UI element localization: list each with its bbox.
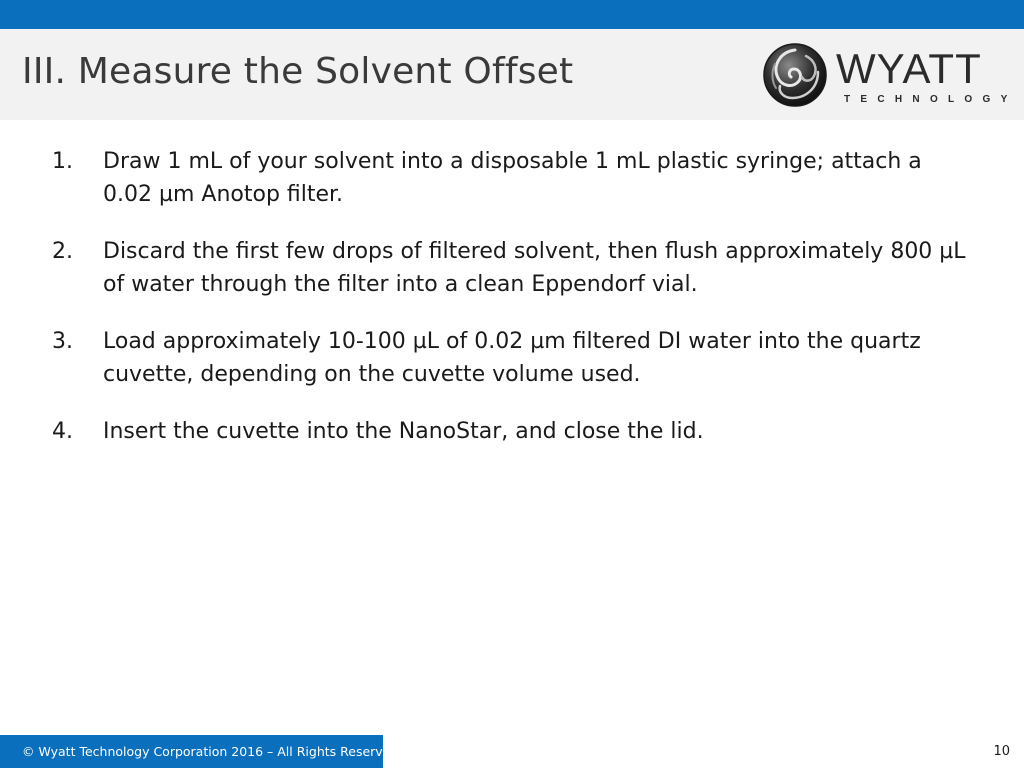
page-title: III. Measure the Solvent Offset — [22, 51, 574, 92]
footer-copyright: © Wyatt Technology Corporation 2016 – All Rights Reserved — [22, 744, 399, 759]
step-text: Insert the cuvette into the NanoStar, and close the lid. — [103, 419, 704, 444]
step-text: Draw 1 mL of your solvent into a disposable 1 mL plastic syringe; attach a 0.02 µm Anotop filter. — [103, 149, 922, 207]
list-item — [0, 325, 1024, 391]
list-item — [0, 145, 1024, 211]
list-item — [0, 235, 1024, 301]
step-number: 4. — [52, 419, 73, 444]
top-accent-bar — [0, 0, 1024, 29]
step-number: 2. — [52, 239, 73, 264]
page-number: 10 — [993, 744, 1010, 759]
logo-wordmark: WYATT — [836, 45, 982, 92]
step-number: 1. — [52, 149, 73, 174]
step-list — [0, 145, 1024, 472]
list-item — [0, 415, 1024, 448]
step-text: Discard the first few drops of filtered solvent, then flush approximately 800 µL of water through the filter into a clean Eppendorf vial. — [103, 239, 966, 297]
footer-bar — [0, 735, 399, 768]
step-text: Load approximately 10-100 µL of 0.02 µm filtered DI water into the quartz cuvette, depending on the cuvette volume used. — [103, 329, 921, 387]
wyatt-swirl-emblem-icon — [762, 42, 828, 108]
step-number: 3. — [52, 329, 73, 354]
wyatt-logo — [762, 42, 1018, 110]
logo-subtitle: TECHNOLOGY — [844, 94, 1018, 105]
